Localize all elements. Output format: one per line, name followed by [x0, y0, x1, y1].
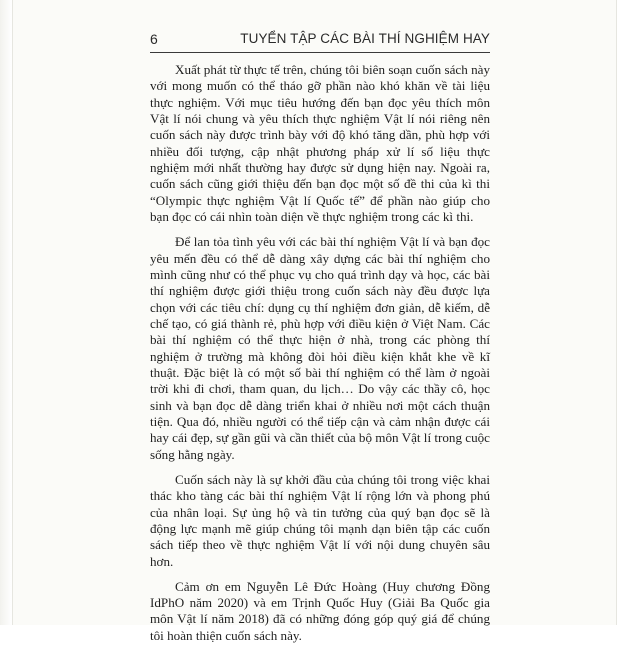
paragraph: Cuốn sách này là sự khởi đầu của chúng tôi trong việc khai thác kho tàng các bài thí nghiệm Vật lí rộng lớn và phong phú của nhân loại. Sự ủng hộ và tin tưởng của quý bạn đọc sẽ là động lực mạnh mẽ giúp chúng tôi mạnh dạn biên tập các cuốn sách tiếp theo về thực nghiệm Vật lí với nội dung chuyên sâu hơn.: [150, 471, 490, 569]
running-title: TUYỂN TẬP CÁC BÀI THÍ NGHIỆM HAY: [240, 31, 490, 46]
page-number: 6: [150, 31, 158, 47]
page-gutter: [0, 0, 12, 625]
paragraph: Cảm ơn em Nguyễn Lê Đức Hoàng (Huy chương Đồng IdPhO năm 2020) và em Trịnh Quốc Huy (Giải Ba Quốc gia môn Vật lí năm 2018) đã có những đóng góp quý giá để chúng tôi hoàn thiện cuốn sách này.: [150, 578, 490, 643]
page-header: [150, 30, 490, 53]
body-text: [150, 62, 490, 653]
paragraph: Xuất phát từ thực tế trên, chúng tôi biên soạn cuốn sách này với mong muốn có thể tháo gỡ phần nào khó khăn về tài liệu thực nghiệm. Với mục tiêu hướng đến bạn đọc yêu thích môn Vật lí nói chung và yêu thích thực nghiệm Vật lí nói riêng nên cuốn sách này được trình bày với độ khó tăng dần, phù hợp với nhiều đối tượng, cập nhật phương pháp xử lí số liệu thực nghiệm mới nhất thường hay được sử dụng hiện nay. Ngoài ra, cuốn sách cũng giới thiệu đến bạn đọc một số đề thi của kì thi “Olympic thực nghiệm Vật lí Quốc tế” để phần nào giúp cho bạn đọc có cái nhìn toàn diện về thực nghiệm trong các kì thi.: [150, 62, 490, 225]
paragraph: Để lan tỏa tình yêu với các bài thí nghiệm Vật lí và bạn đọc yêu mến đều có thể dễ dàng xây dựng các bài thí nghiệm cho mình cũng như có thể phục vụ cho quá trình dạy và học, các bài thí nghiệm được giới thiệu trong cuốn sách này đều được lựa chọn với các tiêu chí: dụng cụ thí nghiệm đơn giản, dễ kiếm, dễ chế tạo, có giá thành rẻ, phù hợp với điều kiện ở Việt Nam. Các bài thí nghiệm có thể thực hiện ở nhà, trong các phòng thí nghiệm ở trường mà không đòi hỏi điều kiện khắt khe về kĩ thuật. Đặc biệt là có một số bài thí nghiệm có thể làm ở ngoài trời khi đi chơi, tham quan, du lịch… Do vậy các thầy cô, học sinh và bạn đọc dễ dàng triển khai ở nhiều nơi một cách thuận tiện. Qua đó, nhiều người có thể tiếp cận và cảm nhận được cái hay cái đẹp, sự gần gũi và cần thiết của bộ môn Vật lí trong cuộc sống hằng ngày.: [150, 234, 490, 462]
